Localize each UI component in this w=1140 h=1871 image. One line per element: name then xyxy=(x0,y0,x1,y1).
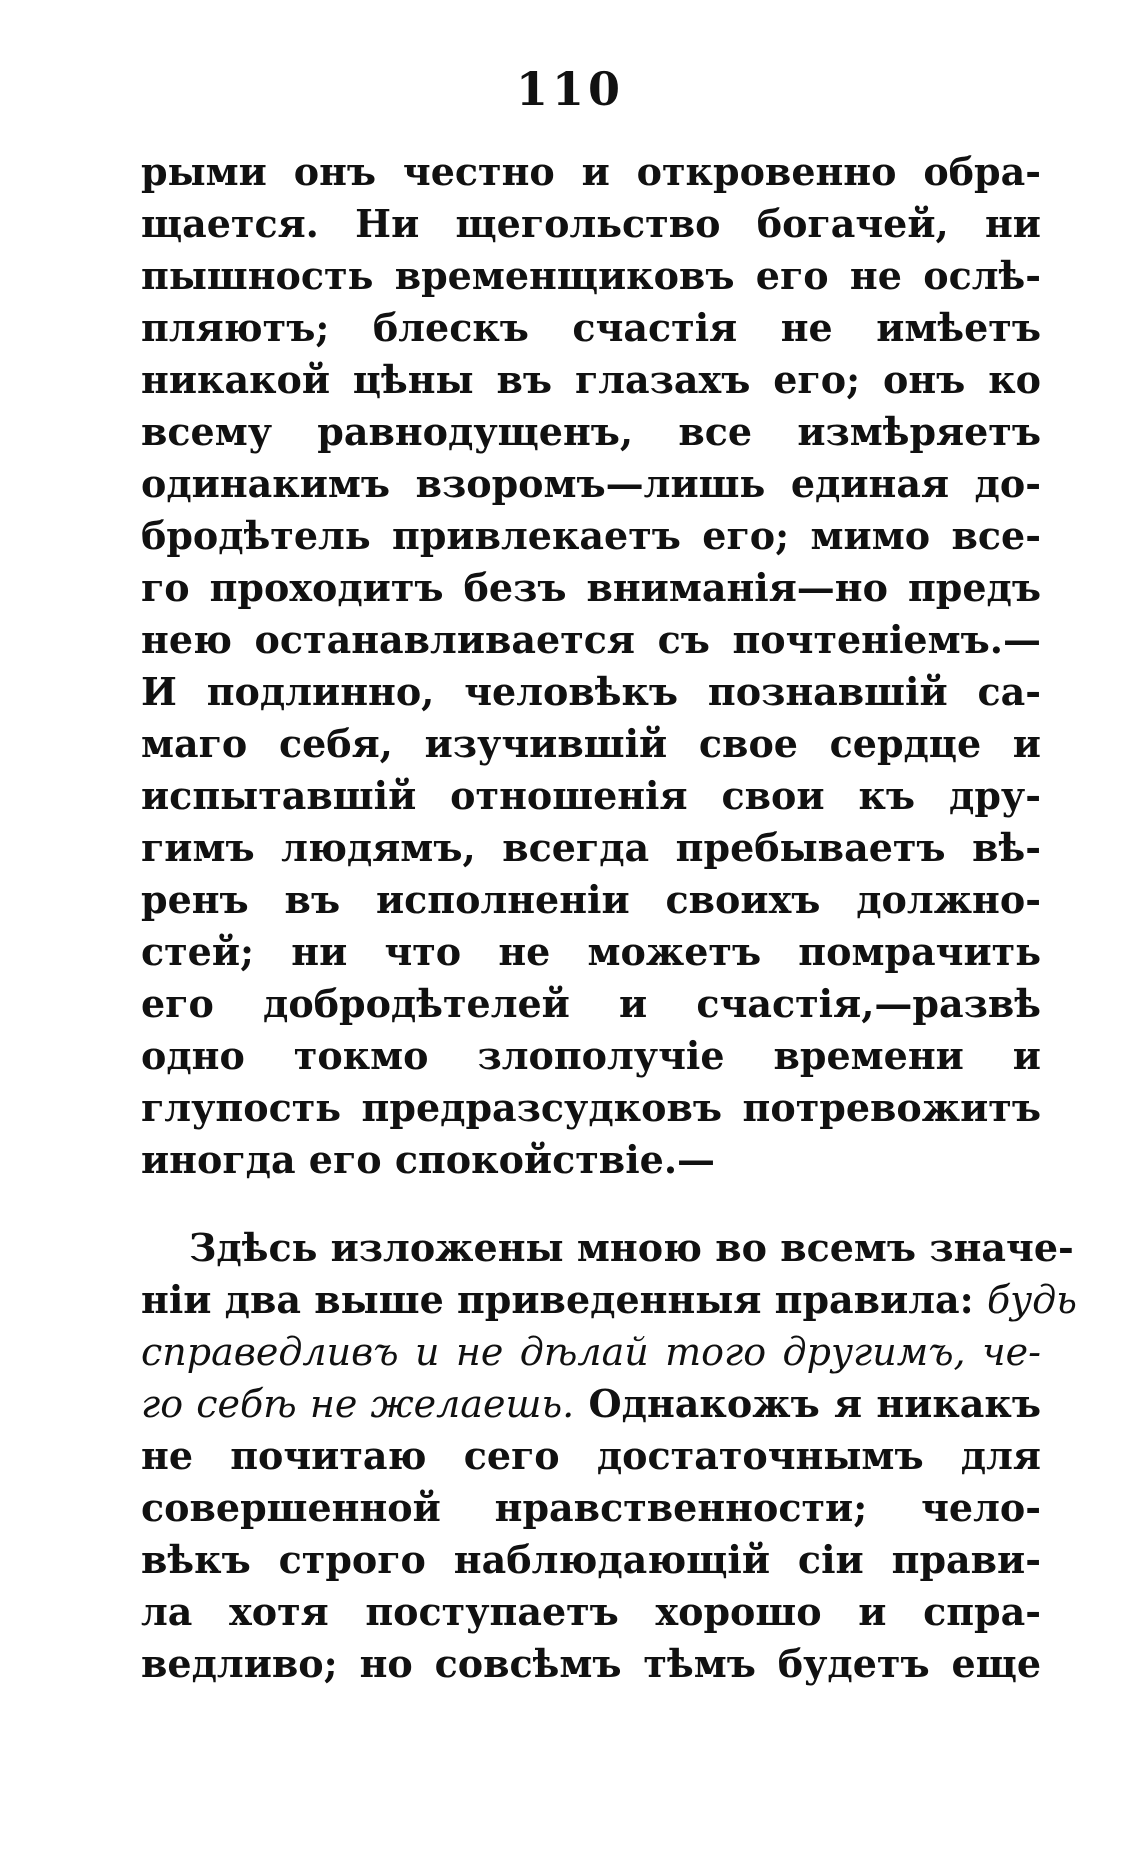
page-number: 110 xyxy=(515,62,625,116)
text-line: щается. Ни щегольство богачей, ни xyxy=(141,201,1041,246)
text-line: маго себя, изучившій свое сердце и xyxy=(141,721,1041,766)
italic-rule-text: будь xyxy=(986,1278,1077,1322)
text-line: пышность временщиковъ его не ослѣ- xyxy=(141,253,1041,298)
text-line: глупость предразсудковъ потревожитъ xyxy=(141,1085,1041,1130)
text-line: вѣкъ строго наблюдающій сіи прави- xyxy=(141,1537,1041,1582)
italic-rule-text: го себѣ не желаешь. xyxy=(141,1382,575,1426)
text-line: никакой цѣны въ глазахъ его; онъ ко xyxy=(141,357,1041,402)
text-line: не почитаю сего достаточнымъ для xyxy=(141,1433,1041,1478)
text-line: всему равнодущенъ, все измѣряетъ xyxy=(141,409,1041,454)
text-line: пляютъ; блескъ счастія не имѣетъ xyxy=(141,305,1041,350)
paragraph-continued xyxy=(141,146,1041,1186)
text-line: го проходитъ безъ вниманія—но предъ xyxy=(141,565,1041,610)
text-line: его добродѣтелей и счастія,—развѣ xyxy=(141,981,1041,1026)
italic-rule-text: справедливъ и не дѣлай того другимъ, че- xyxy=(141,1330,1041,1374)
text-line: ла хотя поступаетъ хорошо и спра- xyxy=(141,1589,1041,1634)
text-line: совершенной нравственности; чело- xyxy=(141,1485,1041,1530)
text-line: иногда его спокойствіе.— xyxy=(141,1137,716,1182)
text-line: одинакимъ взоромъ—лишь единая до- xyxy=(141,461,1041,506)
text-line: рыми онъ честно и откровенно обра- xyxy=(141,149,1041,194)
text-line: нею останавливается съ почтеніемъ.— xyxy=(141,617,1041,662)
text-line: И подлинно, человѣкъ познавшій са- xyxy=(141,669,1041,714)
text-line: бродѣтель привлекаетъ его; мимо все- xyxy=(141,513,1041,558)
text-line: одно токмо злополучіе времени и xyxy=(141,1033,1041,1078)
text-line: стей; ни что не можетъ помрачить xyxy=(141,929,1041,974)
text-segment: Однакожъ я никакъ xyxy=(574,1381,1041,1426)
text-line: Здѣсь изложены мною во всемъ значе- xyxy=(189,1225,1074,1270)
text-line: испытавшій отношенія свои къ дру- xyxy=(141,773,1041,818)
text-line xyxy=(141,1378,1041,1430)
text-line xyxy=(141,1274,1077,1326)
text-line: гимъ людямъ, всегда пребываетъ вѣ- xyxy=(141,825,1041,870)
paragraph-new xyxy=(141,1222,1077,1690)
text-line: ведливо; но совсѣмъ тѣмъ будетъ еще xyxy=(141,1641,1041,1686)
text-segment: ніи два выше приведенныя правила: xyxy=(141,1277,987,1322)
text-line: ренъ въ исполненіи своихъ должно- xyxy=(141,877,1041,922)
